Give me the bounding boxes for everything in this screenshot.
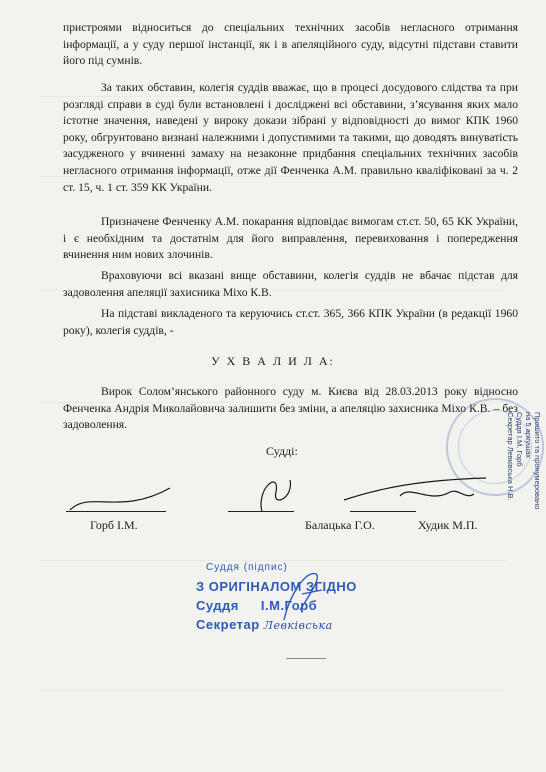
judges-label: Судді: — [266, 444, 298, 458]
binding-note-line: Суддя І.М. Горб — [515, 412, 524, 467]
signature-line — [228, 511, 294, 512]
binding-note — [498, 412, 542, 542]
paragraph-1: пристроями відноситься до спеціальних технічних засобів негласного отримання інформації, а у суду першої інстанції, як і в апеляційного суду, відсутні підстави ставити його під сумнів. — [63, 21, 518, 68]
stamp-judge-name: І.М.Горб — [260, 598, 318, 613]
paragraph-5: На підставі викладеного та керуючись ст.ст. 365, 366 КПК України (в редакції 1960 року), колегія суддів, - — [63, 307, 518, 337]
judge-name-balatska: Балацька Г.О. — [305, 518, 375, 532]
paragraph-2: За таких обставин, колегія суддів вважає, що в процесі досудового слідства та при розгляді справи в суді були встановлені і досліджені всі обставини, з’ясування яких мало істотне значення, наведені у вироку докази зібрані у відповідності до вимог КПК 1960 року, обгрунтовано визнані належними і допустимими та такими, що доводять винуватість засудженого у вчиненні замаху на незаконне придбання спеціальних технічних засобів негласного отримання інформації, отже дії Фенченка А.М. правильно кваліфіковані за ч. 2 ст. 15, ч. 1 ст. 359 КК України. — [63, 81, 518, 194]
binding-note-line: Секретар Левківська Н.В. — [506, 412, 515, 501]
stamp-secretary-label: Секретар — [196, 617, 260, 632]
stamp-line-2: З ОРИГІНАЛОМ ЗГІДНО — [196, 579, 357, 594]
paragraph-3: Призначене Фенченку А.М. покарання відповідає вимогам ст.ст. 50, 65 КК України, і є необхідним та достатнім для його виправлення, перевиховання і попередження вчинення ним нових злочинів. — [63, 215, 518, 262]
binding-note-line: на 5 аркушах — [524, 412, 533, 459]
signature-line — [350, 511, 416, 512]
stamp-signature — [276, 564, 326, 626]
stamp-line-1: Суддя (підпис) — [206, 562, 288, 573]
signature-balatska — [250, 468, 300, 516]
resolution-heading: У Х В А Л И Л А: — [211, 354, 335, 368]
paragraph-4: Враховуючи всі вказані вище обставини, колегія суддів не вбачає підстав для задоволення апеляції захисника Міхо К.В. — [63, 269, 518, 299]
stamp-judge-label: Суддя — [196, 598, 239, 613]
signature-gorb — [60, 480, 180, 520]
judge-name-gorb: Горб І.М. — [90, 518, 138, 532]
signature-line — [66, 511, 166, 512]
paragraph-verdict: Вирок Солом’янського районного суду м. Києва від 28.03.2013 року відносно Фенченка Андрія Миколайовича залишити без зміни, а апеляцію захисника Міхо К.В. – без задоволення. — [63, 385, 518, 432]
signature-khudyk — [340, 474, 490, 510]
binding-note-line: Прошито та пронумеровано — [533, 412, 542, 510]
separator-dash — [286, 658, 326, 659]
judge-name-khudyk: Худик М.П. — [418, 518, 478, 532]
stamp-secretary-signature: Левківська — [263, 619, 333, 632]
